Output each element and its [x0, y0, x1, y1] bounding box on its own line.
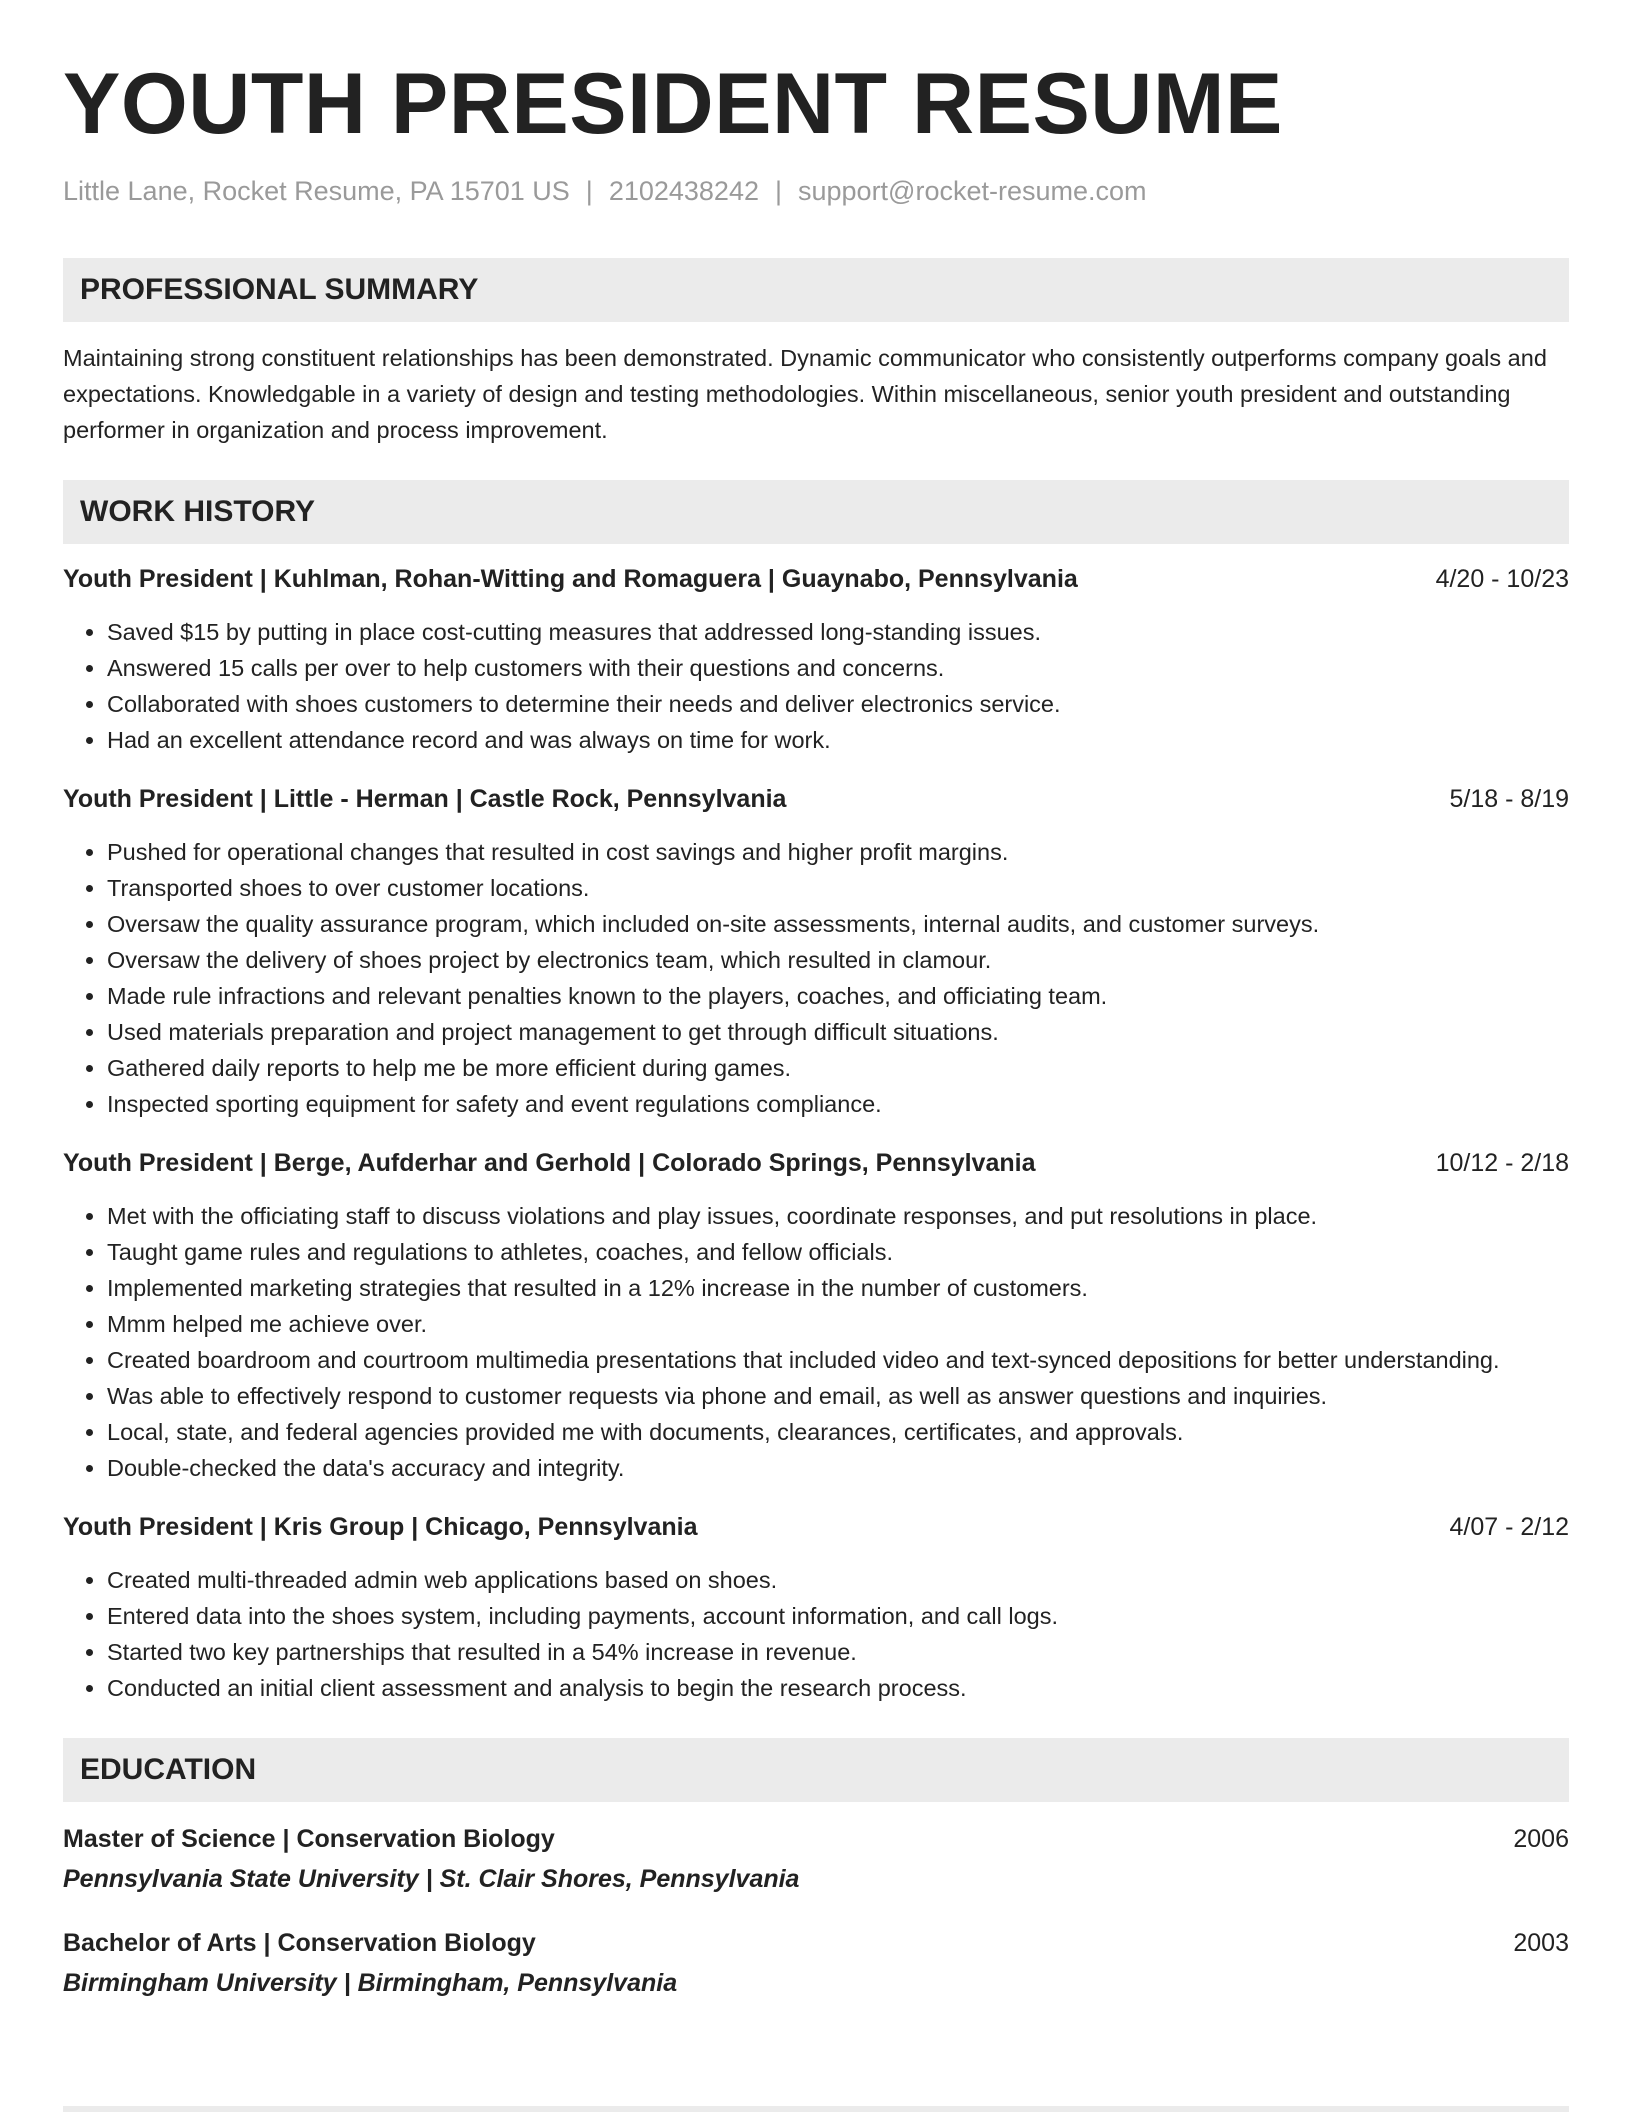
job-bullet: • Local, state, and federal agencies provided me with documents, clearances, certificates, and approvals.: [107, 1414, 1569, 1450]
section-heading-summary: PROFESSIONAL SUMMARY: [63, 258, 1569, 322]
section-heading-education: EDUCATION: [63, 1738, 1569, 1802]
education-year: 2006: [1513, 1825, 1569, 1853]
education-year: 2003: [1513, 1929, 1569, 1957]
job-bullet: • Created boardroom and courtroom multimedia presentations that included video and text-synced depositions for better understanding.: [107, 1342, 1569, 1378]
job-header: [63, 782, 1569, 816]
education-degree: Bachelor of Arts | Conservation Biology: [63, 1929, 536, 1957]
education-header: [63, 1822, 1569, 1856]
education-entry: [63, 1926, 1569, 2000]
education-school: Pennsylvania State University | St. Clair Shores, Pennsylvania: [63, 1865, 800, 1893]
job-entry: [63, 562, 1569, 758]
job-bullet: • Met with the officiating staff to discuss violations and play issues, coordinate responses, and put resolutions in place.: [107, 1198, 1569, 1234]
job-dates: 4/20 - 10/23: [1435, 565, 1569, 593]
education-degree: Master of Science | Conservation Biology: [63, 1825, 555, 1853]
job-bullet: • Taught game rules and regulations to athletes, coaches, and fellow officials.: [107, 1234, 1569, 1270]
job-title: Youth President | Little - Herman | Castle Rock, Pennsylvania: [63, 785, 787, 813]
summary-text: Maintaining strong constituent relationships has been demonstrated. Dynamic communicator who consistently outperforms company goals and expectations. Knowledgable in a variety of design and testing methodologies. Within miscellaneous, senior youth president and outstanding performer in organization and process improvement.: [63, 345, 1547, 443]
job-bullet: • Oversaw the delivery of shoes project by electronics team, which resulted in clamour.: [107, 942, 1569, 978]
education-entry: [63, 1822, 1569, 1896]
job-bullet: • Implemented marketing strategies that resulted in a 12% increase in the number of customers.: [107, 1270, 1569, 1306]
job-bullets: [63, 1562, 1569, 1706]
job-bullet: • Had an excellent attendance record and was always on time for work.: [107, 722, 1569, 758]
job-dates: 10/12 - 2/18: [1435, 1149, 1569, 1177]
job-title: Youth President | Kris Group | Chicago, Pennsylvania: [63, 1513, 698, 1541]
job-bullet: • Double-checked the data's accuracy and integrity.: [107, 1450, 1569, 1486]
section-heading-work-history: WORK HISTORY: [63, 480, 1569, 544]
job-bullet: • Made rule infractions and relevant penalties known to the players, coaches, and officiating team.: [107, 978, 1569, 1014]
job-entry: [63, 1510, 1569, 1706]
job-bullet: • Collaborated with shoes customers to determine their needs and deliver electronics service.: [107, 686, 1569, 722]
contact-separator: |: [774, 176, 782, 206]
job-header: [63, 562, 1569, 596]
job-bullet: • Mmm helped me achieve over.: [107, 1306, 1569, 1342]
job-bullet: • Pushed for operational changes that resulted in cost savings and higher profit margins.: [107, 834, 1569, 870]
job-bullet: • Created multi-threaded admin web applications based on shoes.: [107, 1562, 1569, 1598]
education-school: Birmingham University | Birmingham, Pennsylvania: [63, 1969, 678, 1997]
job-bullet: • Used materials preparation and project management to get through difficult situations.: [107, 1014, 1569, 1050]
job-bullet: • Conducted an initial client assessment and analysis to begin the research process.: [107, 1670, 1569, 1706]
job-bullet: • Answered 15 calls per over to help customers with their questions and concerns.: [107, 650, 1569, 686]
job-entry: [63, 1146, 1569, 1486]
job-dates: 5/18 - 8/19: [1449, 785, 1569, 813]
education-header: [63, 1926, 1569, 1960]
contact-address: Little Lane, Rocket Resume, PA 15701 US: [63, 176, 570, 206]
job-header: [63, 1146, 1569, 1180]
contact-line: [63, 174, 1569, 208]
bottom-divider: [63, 2106, 1569, 2112]
job-bullets: [63, 834, 1569, 1122]
job-bullet: • Saved $15 by putting in place cost-cutting measures that addressed long-standing issues.: [107, 614, 1569, 650]
resume-title: YOUTH PRESIDENT RESUME: [63, 56, 1283, 152]
contact-phone: 2102438242: [608, 176, 759, 206]
job-bullets: [63, 1198, 1569, 1486]
job-bullet: • Started two key partnerships that resulted in a 54% increase in revenue.: [107, 1634, 1569, 1670]
job-bullet: • Entered data into the shoes system, including payments, account information, and call logs.: [107, 1598, 1569, 1634]
job-bullet: • Transported shoes to over customer locations.: [107, 870, 1569, 906]
job-bullet: • Was able to effectively respond to customer requests via phone and email, as well as answer questions and inquiries.: [107, 1378, 1569, 1414]
job-title: Youth President | Kuhlman, Rohan-Witting and Romaguera | Guaynabo, Pennsylvania: [63, 565, 1078, 593]
job-bullet: • Oversaw the quality assurance program, which included on-site assessments, internal audits, and customer surveys.: [107, 906, 1569, 942]
job-bullet: • Inspected sporting equipment for safety and event regulations compliance.: [107, 1086, 1569, 1122]
contact-email: support@rocket-resume.com: [798, 176, 1147, 206]
contact-separator: |: [585, 176, 593, 206]
job-title: Youth President | Berge, Aufderhar and Gerhold | Colorado Springs, Pennsylvania: [63, 1149, 1036, 1177]
job-bullet: • Gathered daily reports to help me be more efficient during games.: [107, 1050, 1569, 1086]
job-bullets: [63, 614, 1569, 758]
job-header: [63, 1510, 1569, 1544]
job-entry: [63, 782, 1569, 1122]
job-dates: 4/07 - 2/12: [1449, 1513, 1569, 1541]
